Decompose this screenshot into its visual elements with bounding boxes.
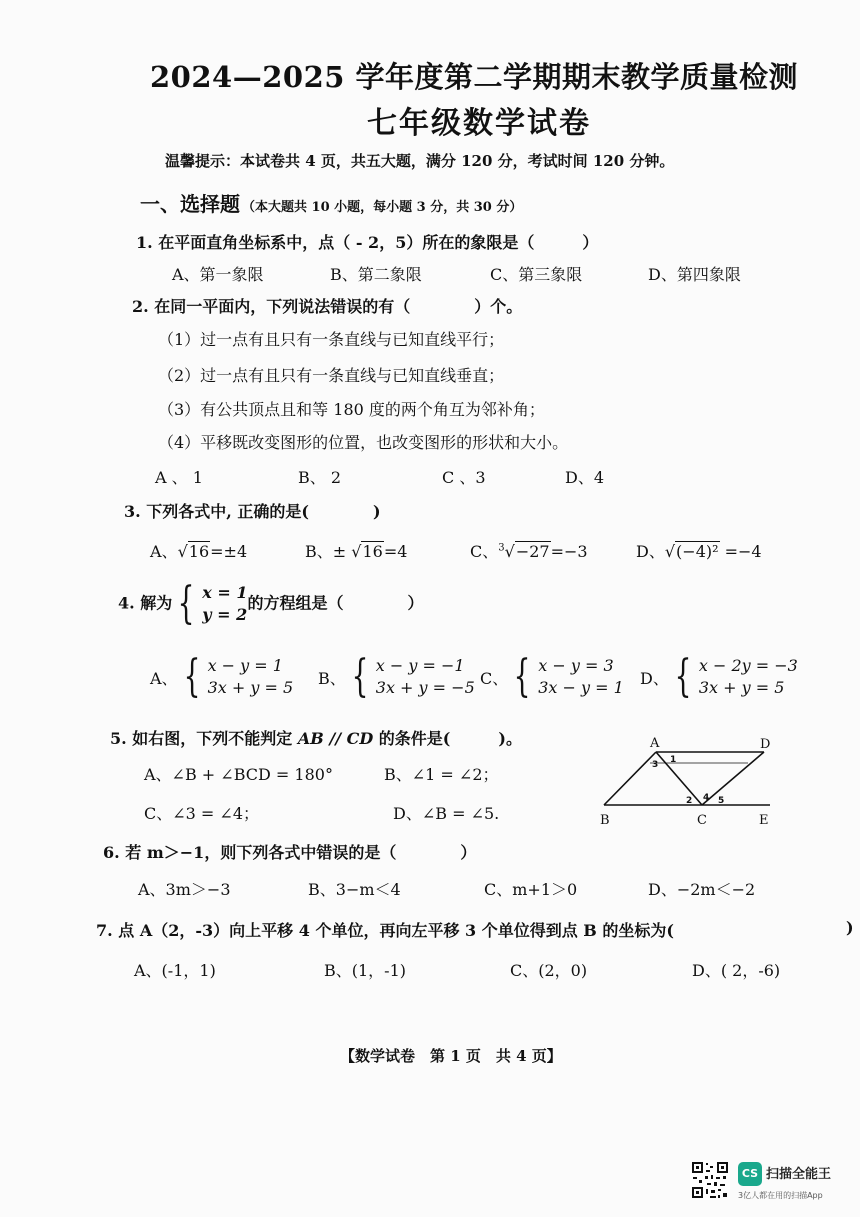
q5-option-d: D、∠B = ∠5. bbox=[393, 804, 500, 823]
section-note: （本大题共 10 小题，每小题 3 分，共 30 分） bbox=[242, 200, 523, 215]
q3-a-label: A、 bbox=[150, 542, 178, 561]
q2-statement-4: （4）平移既改变图形的位置，也改变图形的形状和大小。 bbox=[158, 433, 569, 452]
q4-d-eq1: x − 2y = −3 bbox=[698, 656, 798, 675]
q2-option-c: C 、3 bbox=[442, 468, 486, 487]
q4-option-c bbox=[480, 651, 624, 702]
q3-c-label: C、 bbox=[470, 542, 499, 561]
q3-d-radicand: (−4)² bbox=[676, 542, 719, 561]
label-angle-1: 1 bbox=[670, 755, 677, 765]
q3-c-rest: =−3 bbox=[550, 542, 588, 561]
q5-stem-math: AB // CD bbox=[297, 729, 374, 748]
q4-option-d bbox=[640, 651, 798, 702]
q2-option-d: D、4 bbox=[565, 468, 605, 487]
q5-stem-b: 的条件是( )。 bbox=[373, 729, 522, 748]
q4-a-eq1: x − y = 1 bbox=[207, 656, 283, 675]
sqrt-sign: √ bbox=[177, 542, 188, 561]
q3-a-radicand: 16 bbox=[188, 542, 210, 561]
q5-stem bbox=[110, 726, 522, 749]
sqrt-sign: √ bbox=[351, 542, 362, 561]
q4-b-eq2: 3x + y = −5 bbox=[375, 678, 475, 697]
q1-option-a: A、第一象限 bbox=[172, 265, 264, 284]
label-angle-4: 4 bbox=[703, 793, 710, 803]
q1-option-d: D、第四象限 bbox=[648, 265, 741, 284]
scanner-app-tagline: 3亿人都在用的扫描App bbox=[738, 1191, 823, 1200]
q2-option-b: B、 2 bbox=[298, 468, 342, 487]
q4-solution-system bbox=[172, 578, 248, 629]
q4-b-label: B、 bbox=[318, 668, 346, 688]
q5-option-c: C、∠3 = ∠4； bbox=[144, 804, 259, 823]
q3-d-rest: =−4 bbox=[719, 542, 762, 561]
q3-option-a bbox=[150, 539, 247, 562]
q3-option-c bbox=[470, 539, 588, 562]
q7-stem: 7. 点 A（2，-3）向上平移 4 个单位，再向左平移 3 个单位得到点 B 的坐标为( bbox=[96, 921, 674, 940]
left-brace-icon: { bbox=[177, 578, 195, 629]
q3-b-radicand: 16 bbox=[362, 542, 383, 561]
exam-notice: 温馨提示：本试卷共 4 页，共五大题，满分 120 分，考试时间 120 分钟。 bbox=[165, 152, 675, 170]
q6-stem: 6. 若 m＞−1，则下列各式中错误的是（ ） bbox=[103, 843, 477, 862]
line-dc bbox=[702, 752, 764, 805]
q4-stem-prefix: 4. 解为 bbox=[118, 593, 173, 613]
q1-stem: 1. 在平面直角坐标系中，点（ - 2，5）所在的象限是（ ） bbox=[136, 233, 599, 252]
q4-stem-suffix: 的方程组是（ ） bbox=[247, 593, 424, 613]
line-ab bbox=[604, 752, 659, 805]
sqrt-sign: √ bbox=[664, 542, 676, 561]
q2-statement-3: （3）有公共顶点且和等 180 度的两个角互为邻补角； bbox=[158, 400, 545, 419]
q4-c-eq2: 3x − y = 1 bbox=[538, 678, 624, 697]
q3-b-label: B、± bbox=[305, 542, 352, 561]
q3-option-b bbox=[305, 539, 407, 562]
label-angle-5: 5 bbox=[718, 796, 725, 806]
page-footer: 【数学试卷 第 1 页 共 4 页】 bbox=[340, 1047, 562, 1065]
qr-code-icon bbox=[690, 1160, 730, 1200]
q7-option-d: D、( 2，-6) bbox=[692, 961, 781, 980]
line-ac bbox=[656, 752, 702, 805]
q3-c-index: 3 bbox=[498, 542, 505, 554]
q2-statement-1: （1）过一点有且只有一条直线与已知直线平行； bbox=[158, 330, 505, 349]
scanner-logo-icon: CS bbox=[738, 1162, 762, 1186]
scanner-app-name: 扫描全能王 bbox=[766, 1167, 832, 1182]
q1-option-c: C、第三象限 bbox=[490, 265, 583, 284]
q6-option-b: B、3−m＜4 bbox=[308, 880, 401, 899]
q1-option-b: B、第二象限 bbox=[330, 265, 422, 284]
q4-b-eq1: x − y = −1 bbox=[375, 656, 465, 675]
q3-option-d bbox=[636, 539, 762, 562]
exam-title: 2024—2025 学年度第二学期期末教学质量检测 bbox=[150, 60, 799, 94]
q3-d-label: D、 bbox=[636, 542, 665, 561]
q3-c-radicand: −27 bbox=[515, 542, 550, 561]
q5-option-a: A、∠B + ∠BCD = 180° bbox=[144, 765, 333, 784]
q4-option-b bbox=[318, 651, 475, 702]
label-point-e: E bbox=[759, 813, 769, 828]
q3-b-rest: =4 bbox=[383, 542, 408, 561]
q4-d-eq2: 3x + y = 5 bbox=[698, 678, 785, 697]
left-brace-icon: { bbox=[674, 651, 692, 702]
label-point-d: D bbox=[760, 737, 771, 752]
q6-option-a: A、3m＞−3 bbox=[138, 880, 231, 899]
q4-solution-y: y = 2 bbox=[202, 605, 248, 624]
q5-stem-a: 5. 如右图，下列不能判定 bbox=[110, 729, 298, 748]
left-brace-icon: { bbox=[513, 651, 531, 702]
q4-d-label: D、 bbox=[640, 668, 669, 688]
q5-option-b: B、∠1 = ∠2； bbox=[384, 765, 499, 784]
q4-c-label: C、 bbox=[480, 668, 509, 688]
q4-a-label: A、 bbox=[150, 668, 178, 688]
q2-statement-2: （2）过一点有且只有一条直线与已知直线垂直； bbox=[158, 366, 505, 385]
left-brace-icon: { bbox=[351, 651, 369, 702]
section-title: 一、选择题 bbox=[140, 192, 240, 216]
section-heading bbox=[140, 188, 522, 217]
q4-stem bbox=[118, 578, 424, 629]
q3-stem: 3. 下列各式中, 正确的是( ) bbox=[124, 502, 381, 521]
q7-stem-end: ) bbox=[846, 918, 854, 937]
q7-option-b: B、(1，-1) bbox=[324, 961, 407, 980]
q4-solution-x: x = 1 bbox=[202, 583, 248, 602]
exam-subtitle: 七年级数学试卷 bbox=[367, 106, 591, 141]
q3-a-rest: =±4 bbox=[210, 542, 248, 561]
left-brace-icon: { bbox=[183, 651, 200, 702]
q2-option-a: A 、 1 bbox=[155, 468, 203, 487]
label-point-c: C bbox=[697, 813, 707, 828]
q2-stem: 2. 在同一平面内，下列说法错误的有（ ）个。 bbox=[132, 297, 523, 316]
label-angle-3: 3 bbox=[652, 760, 659, 770]
q6-option-d: D、−2m＜−2 bbox=[648, 880, 756, 899]
label-angle-2: 2 bbox=[686, 796, 693, 806]
q4-option-a bbox=[150, 651, 294, 702]
q7-option-a: A、(-1，1) bbox=[134, 961, 216, 980]
q5-geometry-figure bbox=[590, 735, 790, 835]
label-point-a: A bbox=[650, 736, 660, 751]
q4-c-eq1: x − y = 3 bbox=[538, 656, 614, 675]
q6-option-c: C、m+1＞0 bbox=[484, 880, 578, 899]
label-point-b: B bbox=[600, 813, 610, 828]
q4-a-eq2: 3x + y = 5 bbox=[207, 678, 294, 697]
cbrt-sign: √ bbox=[504, 542, 515, 561]
q7-option-c: C、(2，0) bbox=[510, 961, 588, 980]
